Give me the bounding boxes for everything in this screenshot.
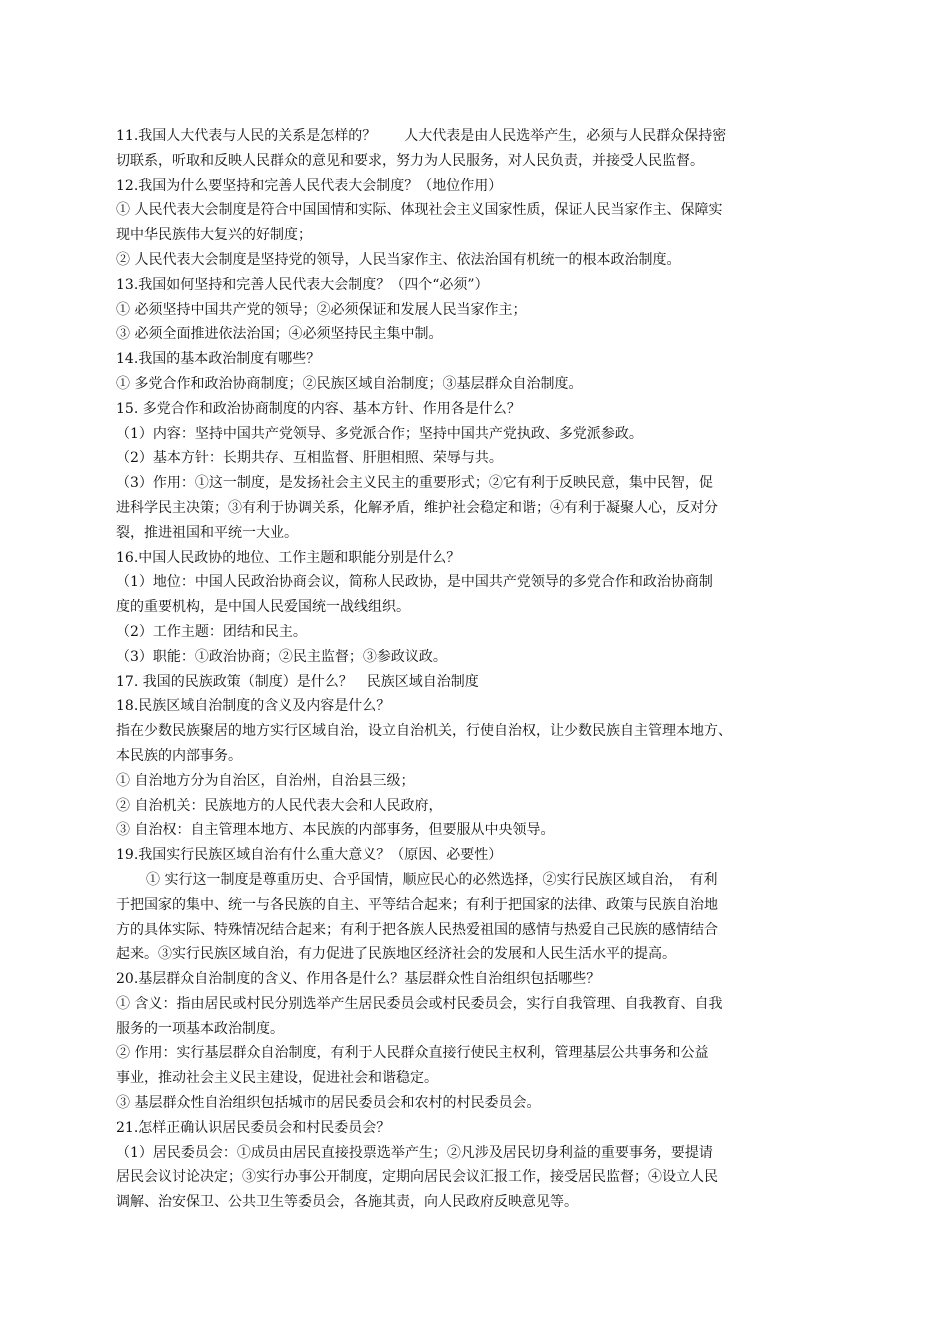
text-line: （1）居民委员会：①成员由居民直接投票选举产生；②凡涉及居民切身利益的重要事务，要提请 [116,1144,713,1161]
text-line: 指在少数民族聚居的地方实行区域自治，设立自治机关，行使自治权，让少数民族自主管理本地方、 [116,723,732,740]
text-line: 方的具体实际、特殊情况结合起来；有利于把各族人民热爱祖国的感情与热爱自己民族的感情结合 [116,921,718,938]
text-line: ① 必须坚持中国共产党的领导；②必须保证和发展人民当家作主； [116,301,527,318]
text-line: （2）工作主题：团结和民主。 [116,623,307,640]
text-line: 20.基层群众自治制度的含义、作用各是什么？基层群众性自治组织包括哪些？ [116,971,601,988]
text-line: （1）内容：坚持中国共产党领导、多党派合作；坚持中国共产党执政、多党派参政。 [116,425,643,442]
text-line: ② 自治机关：民族地方的人民代表大会和人民政府， [116,797,443,814]
text-line: ① 实行这一制度是尊重历史、合乎国情，顺应民心的必然选择，②实行民族区域自治， 有利 [146,871,718,888]
text-line: ① 人民代表大会制度是符合中国国情和实际、体现社会主义国家性质，保证人民当家作主、保障实 [116,202,723,219]
text-line: 居民会议讨论决定；③实行办事公开制度，定期向居民会议汇报工作，接受居民监督；④设立人民 [116,1169,718,1186]
text-line: （3）职能：①政治协商；②民主监督；③参政议政。 [116,648,447,665]
text-line: 事业，推动社会主义民主建设，促进社会和谐稳定。 [116,1070,438,1087]
text-line: 13.我国如何坚持和完善人民代表大会制度？（四个“必须”） [116,276,489,293]
text-line: 切联系，听取和反映人民群众的意见和要求，努力为人民服务，对人民负责，并接受人民监督。 [116,152,704,169]
text-line: ① 自治地方分为自治区，自治州，自治县三级； [116,772,415,789]
text-line: ② 人民代表大会制度是坚持党的领导，人民当家作主、依法治国有机统一的根本政治制度。 [116,251,681,268]
text-line: 12.我国为什么要坚持和完善人民代表大会制度？（地位作用） [116,177,503,194]
text-line: ① 含义：指由居民或村民分别选举产生居民委员会或村民委员会，实行自我管理、自我教育、自我 [116,995,723,1012]
text-line: ③ 必须全面推进依法治国；④必须坚持民主集中制。 [116,326,443,343]
text-line: 本民族的内部事务。 [116,747,242,764]
document-body [116,124,858,1215]
text-line: 进科学民主决策；③有利于协调关系，化解矛盾，维护社会稳定和谐；④有利于凝聚人心，反对分 [116,499,718,516]
text-line: ① 多党合作和政治协商制度；②民族区域自治制度；③基层群众自治制度。 [116,375,583,392]
text-line: 11.我国人大代表与人民的关系是怎样的？ 人大代表是由人民选举产生，必须与人民群众保持密 [116,128,727,144]
text-line: （2）基本方针：长期共存、互相监督、肝胆相照、荣辱与共。 [116,450,503,467]
text-line: 18.民族区域自治制度的含义及内容是什么？ [116,698,391,715]
text-line: 15. 多党合作和政治协商制度的内容、基本方针、作用各是什么？ [116,400,521,417]
text-line: 现中华民族伟大复兴的好制度； [116,227,312,244]
text-line: ③ 基层群众性自治组织包括城市的居民委员会和农村的村民委员会。 [116,1095,541,1112]
text-line: 17. 我国的民族政策（制度）是什么？ 民族区域自治制度 [116,673,479,690]
text-line: 16.中国人民政协的地位、工作主题和职能分别是什么？ [116,549,461,566]
text-line: 服务的一项基本政治制度。 [116,1020,284,1037]
text-line: 起来。③实行民族区域自治，有力促进了民族地区经济社会的发展和人民生活水平的提高。 [116,946,676,963]
text-line: 19.我国实行民族区域自治有什么重大意义？（原因、必要性） [116,847,503,864]
text-line: ② 作用：实行基层群众自治制度，有利于人民群众直接行使民主权利，管理基层公共事务和公益 [116,1045,709,1062]
text-line: 度的重要机构，是中国人民爱国统一战线组织。 [116,599,410,616]
text-line: 21.怎样正确认识居民委员会和村民委员会？ [116,1119,391,1136]
text-line: 14.我国的基本政治制度有哪些？ [116,351,321,368]
text-line: ③ 自治权：自主管理本地方、本民族的内部事务，但要服从中央领导。 [116,822,555,839]
text-line: 裂，推进祖国和平统一大业。 [116,524,298,541]
text-line: 于把国家的集中、统一与各民族的自主、平等结合起来；有利于把国家的法律、政策与民族自治地 [116,896,718,913]
text-line: （3）作用：①这一制度，是发扬社会主义民主的重要形式；②它有利于反映民意，集中民智，促 [116,475,713,492]
text-line: 调解、治安保卫、公共卫生等委员会，各施其责，向人民政府反映意见等。 [116,1194,578,1211]
text-line: （1）地位：中国人民政治协商会议，简称人民政协，是中国共产党领导的多党合作和政治协商制 [116,574,713,591]
